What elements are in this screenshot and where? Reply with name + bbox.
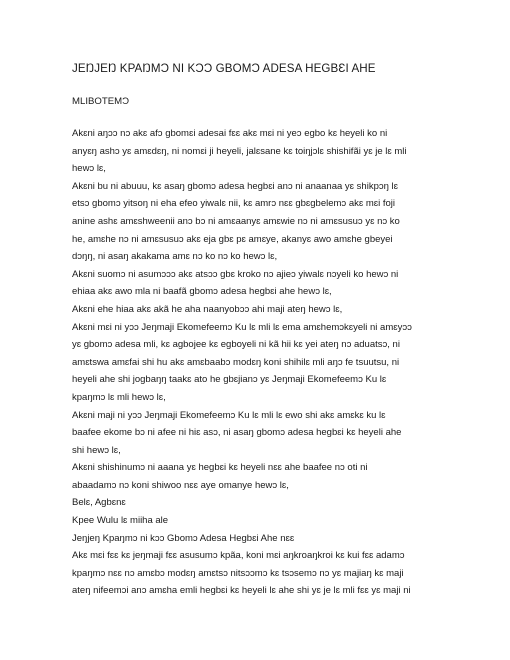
text-line: heyeli ahe shi jogbaŋŋ taakɛ ato he gbɛjianɔ yɛ Jeŋmaji Ekomefeemɔ Ku lɛ — [72, 374, 387, 386]
text-line: Akɛni shishinumɔ ni aaana yɛ hegbɛi kɛ heyeli nɛɛ ahe baafee nɔ oti ni — [72, 462, 368, 474]
text-line: ehiaa akɛ awo mla ni baafã gbomɔ adesa hegbɛi ahe hewɔ lɛ, — [72, 286, 332, 298]
body-text — [72, 125, 492, 600]
text-line: ateŋ nifeemɔi anɔ amɛha emli hegbɛi kɛ heyeli lɛ ahe shi yɛ je lɛ mli fɛɛ yɛ maji ni — [72, 585, 411, 597]
text-line: baafee ekome bɔ ni afee ni hiɛ asɔ, ni asaŋ gbomɔ adesa hegbɛi kɛ heyeli ahe — [72, 427, 402, 439]
text-line: yɛ gbomɔ adesa mli, kɛ agbojee kɛ egboyeli ni kã hii kɛ yei ateŋ nɔ aduatsɔ, ni — [72, 339, 400, 351]
text-line: anine ashɛ amɛshweenii anɔ bɔ ni amɛaanyɛ amɛwie nɔ ni amɛsusuɔ yɛ nɔ ko — [72, 215, 400, 227]
document-title: JEŊJEŊ KPAŊMƆ NI KƆƆ GBOMƆ ADESA HEGBƐI AHE — [72, 62, 376, 75]
text-line: Akɛni ehe hiaa akɛ akã he aha naanyobɔɔ ahi maji ateŋ hewɔ lɛ, — [72, 303, 343, 315]
text-line: Akɛni bu ni abuuu, kɛ asaŋ gbomɔ adesa hegbɛi anɔ ni anaanaa yɛ shikpɔŋ lɛ — [72, 180, 398, 192]
text-line: Jeŋjeŋ Kpaŋmɔ ni kɔɔ Gbomɔ Adesa Hegbɛi Ahe nɛɛ — [72, 532, 295, 544]
text-line: shi hewɔ lɛ, — [72, 444, 121, 456]
text-line: kpaŋmɔ lɛ mli hewɔ lɛ, — [72, 391, 166, 403]
section-heading: MLIBOTEMƆ — [72, 96, 130, 107]
text-line: he, amɛhe nɔ ni amɛsusuɔ akɛ eja gbɛ pɛ amɛye, akanyɛ awo amɛhe gbeyei — [72, 233, 393, 245]
text-line: Akɛ mɛi fɛɛ kɛ jeŋmaji fɛɛ asusumɔ kpãa, koni mɛi aŋkroaŋkroi kɛ kui fɛɛ adamɔ — [72, 550, 405, 562]
text-line: Akɛni maji ni yɔɔ Jeŋmaji Ekomefeemɔ Ku lɛ mli lɛ ewo shi akɛ amɛkɛ ku lɛ — [72, 409, 386, 421]
text-line: anyɛŋ ashɔ yɛ amɛdɛŋ, ni nomɛi ji heyeli, jalɛsane kɛ toiŋjɔlɛ shishifãi yɛ je lɛ mli — [72, 145, 407, 157]
text-line: hewɔ lɛ, — [72, 163, 106, 175]
text-line: Akɛni aŋɔɔ nɔ akɛ afɔ gbomɛi adesai fɛɛ akɛ mɛi ni yeɔ egbo kɛ heyeli ko ni — [72, 128, 388, 139]
text-line: Belɛ, Agbɛnɛ — [72, 497, 126, 509]
text-line: Akɛni mɛi ni yɔɔ Jeŋmaji Ekomefeemɔ Ku lɛ mli lɛ ema amɛhemɔkɛyeli ni amɛyɔɔ — [72, 321, 412, 333]
text-line: dɔŋŋ, ni asaŋ akakama amɛ nɔ ko nɔ ko hewɔ lɛ, — [72, 251, 278, 263]
text-line: amɛtswa amɛfai shi hu akɛ amɛbaabɔ modɛŋ koni shihilɛ mli aŋɔ fe tsuutsu, ni — [72, 356, 400, 368]
text-line: Akɛni suomɔ ni asumɔɔɔ akɛ atsɔɔ gbɛ kroko nɔ ajieɔ yiwalɛ nɔyeli ko hewɔ ni — [72, 268, 399, 280]
text-line: Kpee Wulu lɛ miiha ale — [72, 515, 169, 527]
text-line: abaadamɔ nɔ koni shiwoo nɛɛ aye omanye hewɔ lɛ, — [72, 479, 289, 491]
text-line: kpaŋmɔ nɛɛ nɔ amɛbɔ modɛŋ amɛtsɔ nitsɔɔmɔ kɛ tsɔsemɔ nɔ yɛ majiaŋ kɛ maji — [72, 567, 404, 579]
text-line: etsɔ gbomɔ yitsoŋ ni eha efeo yiwalɛ nii, kɛ amrɔ nɛɛ gbɛgbelemɔ akɛ mɛi foji — [72, 198, 396, 210]
